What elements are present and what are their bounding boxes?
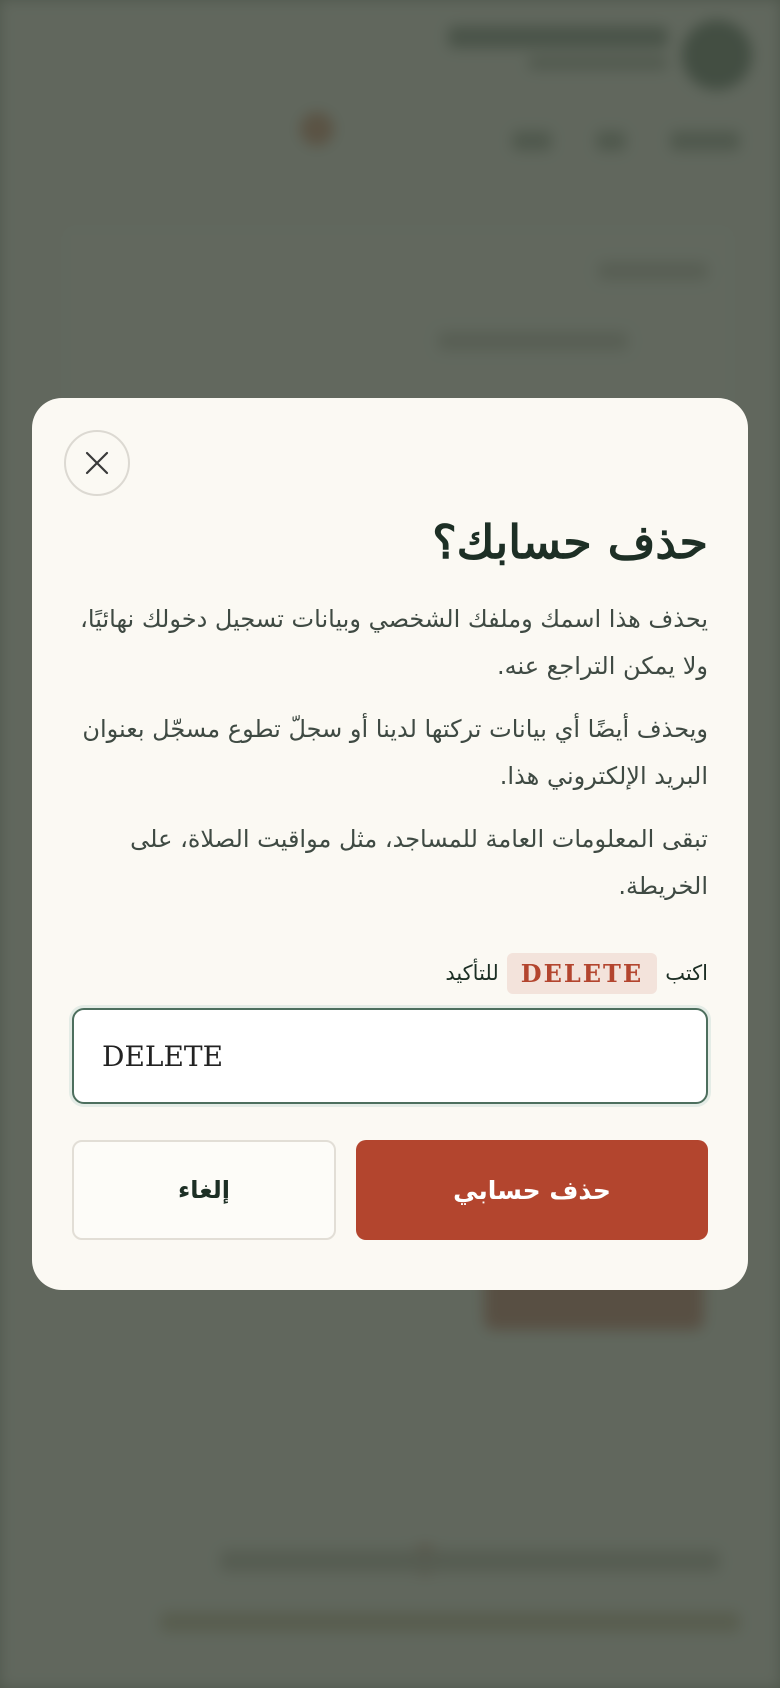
dialog-description-1: يحذف هذا اسمك وملفك الشخصي وبيانات تسجيل دخولك نهائيًا، ولا يمكن التراجع عنه. (80, 605, 708, 680)
delete-account-dialog (32, 398, 748, 1290)
dialog-actions (72, 1140, 708, 1240)
dialog-description-3: تبقى المعلومات العامة للمساجد، مثل مواقيت الصلاة، على الخريطة. (130, 825, 708, 900)
confirm-keyword-badge: DELETE (507, 953, 657, 994)
delete-account-button[interactable]: حذف حسابي (356, 1140, 708, 1240)
confirm-prefix: اكتب (665, 961, 708, 985)
dialog-title: حذف حسابك؟ (432, 515, 708, 569)
close-icon (84, 450, 110, 476)
close-button[interactable] (64, 430, 130, 496)
confirm-delete-input[interactable] (72, 1008, 708, 1104)
dialog-description-2: ويحذف أيضًا أي بيانات تركتها لدينا أو سجلّ تطوع مسجّل بعنوان البريد الإلكتروني هذا. (82, 715, 708, 790)
cancel-button[interactable]: إلغاء (72, 1140, 336, 1240)
confirm-suffix: للتأكيد (445, 961, 499, 985)
confirm-instruction (72, 950, 708, 996)
